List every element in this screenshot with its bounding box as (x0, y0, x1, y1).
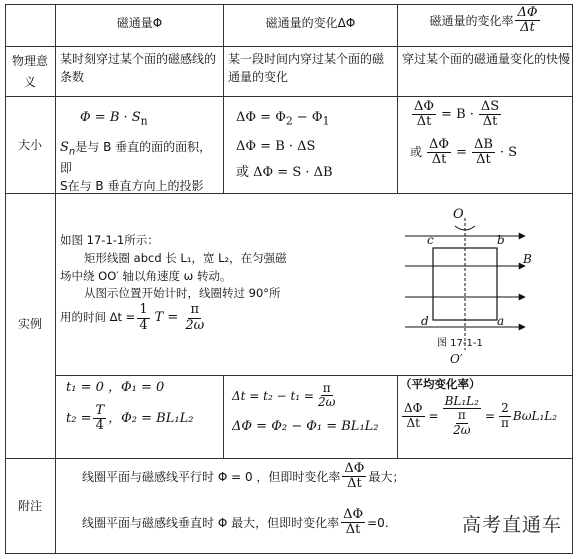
fraction-denominator: Δt (406, 415, 420, 430)
fraction-numerator: π (322, 381, 331, 395)
note-text: 线圈平面与磁感线垂直时 Φ 最大，但即时变化率 (82, 515, 340, 530)
desc-line (60, 303, 395, 333)
header-flux-change: 磁通量的变化ΔΦ (265, 16, 356, 30)
desc-line: 如图 17-1-1所示： (60, 233, 159, 247)
fraction-denominator: 4 (139, 317, 148, 333)
flux-formula (80, 108, 220, 130)
row-divider (5, 96, 573, 97)
formula-line: ΔΦ = Φ₂ − Φ₁ = BL₁L₂ (232, 419, 379, 435)
formula-text: BωL₁L₂ (512, 409, 558, 424)
watermark: 高考直通车 (461, 514, 562, 536)
formula-line: t₁ = 0 ，Φ₁ = 0 (66, 380, 165, 395)
label-O-top: O (453, 207, 464, 222)
fraction-denominator: Δt (345, 522, 361, 538)
header-flux: 磁通量Φ (116, 16, 163, 30)
formula-text: − Φ (292, 110, 323, 125)
formula-line (232, 382, 394, 409)
fraction-denominator: 2ω (318, 395, 336, 410)
flux-change-formulas (236, 108, 394, 183)
header-flux-rate-label: 磁通量的变化率 (429, 13, 514, 28)
example-sub-rate (400, 376, 572, 437)
fraction-denominator: 4 (95, 417, 104, 433)
fraction (427, 138, 451, 168)
formula-text: = (484, 409, 496, 424)
fraction-denominator: Δt (520, 20, 535, 36)
fraction-denominator: Δt (482, 114, 498, 130)
example-sub-change (232, 382, 394, 437)
fraction-denominator: π (501, 415, 509, 430)
note-text: 线圈平面与磁感线平行时 Φ = 0 ，但即时变化率 (82, 469, 341, 484)
row-label-line: 物理意 (11, 54, 48, 68)
row-label-note: 附注 (17, 499, 42, 513)
formula-text: 或 (410, 145, 423, 160)
row-label-size: 大小 (17, 138, 42, 152)
fraction-numerator: T (95, 402, 105, 418)
note-text: 最大； (368, 469, 405, 484)
fraction-numerator: ΔS (480, 99, 500, 114)
meaning-flux: 某时刻穿过某个面的磁感线的条数 (60, 52, 217, 84)
flux-rate-formulas (410, 100, 570, 167)
formula-line (66, 404, 221, 434)
fraction (341, 508, 365, 538)
fraction (412, 100, 436, 130)
formula-text: = B · (441, 107, 474, 123)
note-line-2 (82, 508, 522, 538)
note-text: 是与 B 垂直的面的面积，即 (60, 140, 212, 176)
fraction-numerator: 2 (501, 401, 509, 416)
fraction-denominator: 2ω (453, 422, 471, 437)
desc-text: T = (154, 309, 179, 325)
fraction (93, 404, 106, 434)
note-text: =0. (367, 515, 389, 530)
fraction-denominator (447, 409, 476, 436)
fraction-numerator: π (190, 302, 200, 318)
average-rate-label: （平均变化率） (400, 377, 481, 391)
formula-text: = (456, 144, 467, 160)
col-divider (397, 375, 398, 458)
formula-line: ΔΦ = B · ΔS (236, 138, 316, 154)
meaning-flux-change: 某一段时间内穿过某个面的磁通量的变化 (228, 52, 385, 84)
desc-text: 用的时间 Δt = (60, 310, 136, 325)
fraction (499, 402, 511, 429)
row-label-line: 义 (23, 75, 36, 89)
label-O-bottom: O′ (450, 352, 463, 366)
flux-note (60, 138, 222, 195)
formula-subscript: n (140, 114, 148, 128)
formula-text: Δt = t₂ − t₁ = (232, 388, 314, 403)
fraction-numerator: ΔΦ (429, 136, 450, 152)
row-divider (5, 46, 573, 47)
label-d: d (421, 314, 429, 328)
example-sub-flux (66, 378, 221, 433)
rate-fraction (515, 6, 539, 36)
fraction (402, 402, 425, 429)
fraction-numerator: ΔΦ (344, 461, 365, 476)
meaning-flux-rate: 穿过某个面的磁通量变化的快慢 (402, 52, 571, 66)
fraction-numerator: ΔΦ (404, 401, 423, 416)
row-divider (5, 458, 573, 459)
fraction-denominator: Δt (476, 151, 491, 167)
formula-line (410, 138, 570, 168)
desc-line: 矩形线圈 abcd 长 L₁，宽 L₂，在匀强磁 (84, 250, 287, 265)
col-divider (223, 375, 224, 458)
example-description (60, 232, 395, 333)
fraction (443, 395, 481, 437)
header-flux-rate (398, 6, 573, 36)
fraction (183, 303, 206, 333)
row-label-meaning (5, 52, 55, 90)
fraction-denominator: Δt (347, 476, 362, 492)
fraction (472, 138, 495, 168)
flux-note-line (60, 138, 222, 177)
fraction-numerator: ΔΦ (414, 99, 435, 114)
formula-text: Φ = B · S (80, 110, 141, 125)
formula-text: = (428, 409, 439, 424)
formula-line: 或 ΔΦ = S · ΔB (236, 165, 333, 181)
figure-caption: 图 17-1-1 (437, 338, 483, 349)
coil-figure (405, 200, 545, 370)
fraction-numerator: BL₁L₂ (444, 394, 479, 409)
col-divider (55, 4, 56, 554)
fraction (479, 100, 501, 130)
formula-line (400, 395, 572, 437)
label-c: c (427, 233, 434, 247)
formula-text: ΔΦ = Φ (236, 110, 286, 125)
formula-text: ，Φ₂ = BL₁L₂ (108, 410, 194, 426)
fraction-numerator: π (457, 408, 466, 423)
fraction-numerator: ΔΦ (343, 507, 364, 522)
label-b: b (497, 233, 505, 247)
formula-subscript: 1 (322, 114, 330, 128)
fraction (316, 382, 337, 409)
fraction-denominator: 2ω (185, 317, 205, 333)
formula-text: t₂ = (66, 410, 92, 426)
fraction-denominator: Δt (416, 114, 432, 130)
fraction (137, 303, 149, 333)
fraction-denominator: Δt (431, 151, 447, 167)
fraction (342, 462, 366, 492)
formula-line (236, 108, 394, 130)
note-line-1 (82, 462, 522, 492)
label-B: B (523, 252, 532, 266)
formula-text: · S (499, 144, 518, 160)
fraction-numerator: ΔΦ (517, 5, 538, 20)
formula-subscript: 2 (285, 114, 293, 128)
fraction (451, 409, 472, 436)
desc-line: 从图示位置开始计时，线圈转过 90°所 (84, 286, 281, 301)
note-subscript: n (68, 146, 76, 158)
fraction-numerator: 1 (139, 302, 148, 318)
row-label-example: 实例 (17, 317, 42, 331)
col-divider (223, 4, 224, 193)
formula-line (410, 100, 570, 130)
fraction-numerator: ΔB (473, 136, 493, 152)
label-a: a (497, 314, 505, 328)
desc-line: 场中绕 OO′ 轴以角速度 ω 转动。 (60, 268, 232, 283)
flux-note-line: S在与 B 垂直方向上的投影 (60, 179, 204, 194)
note-symbol: S (60, 140, 69, 155)
